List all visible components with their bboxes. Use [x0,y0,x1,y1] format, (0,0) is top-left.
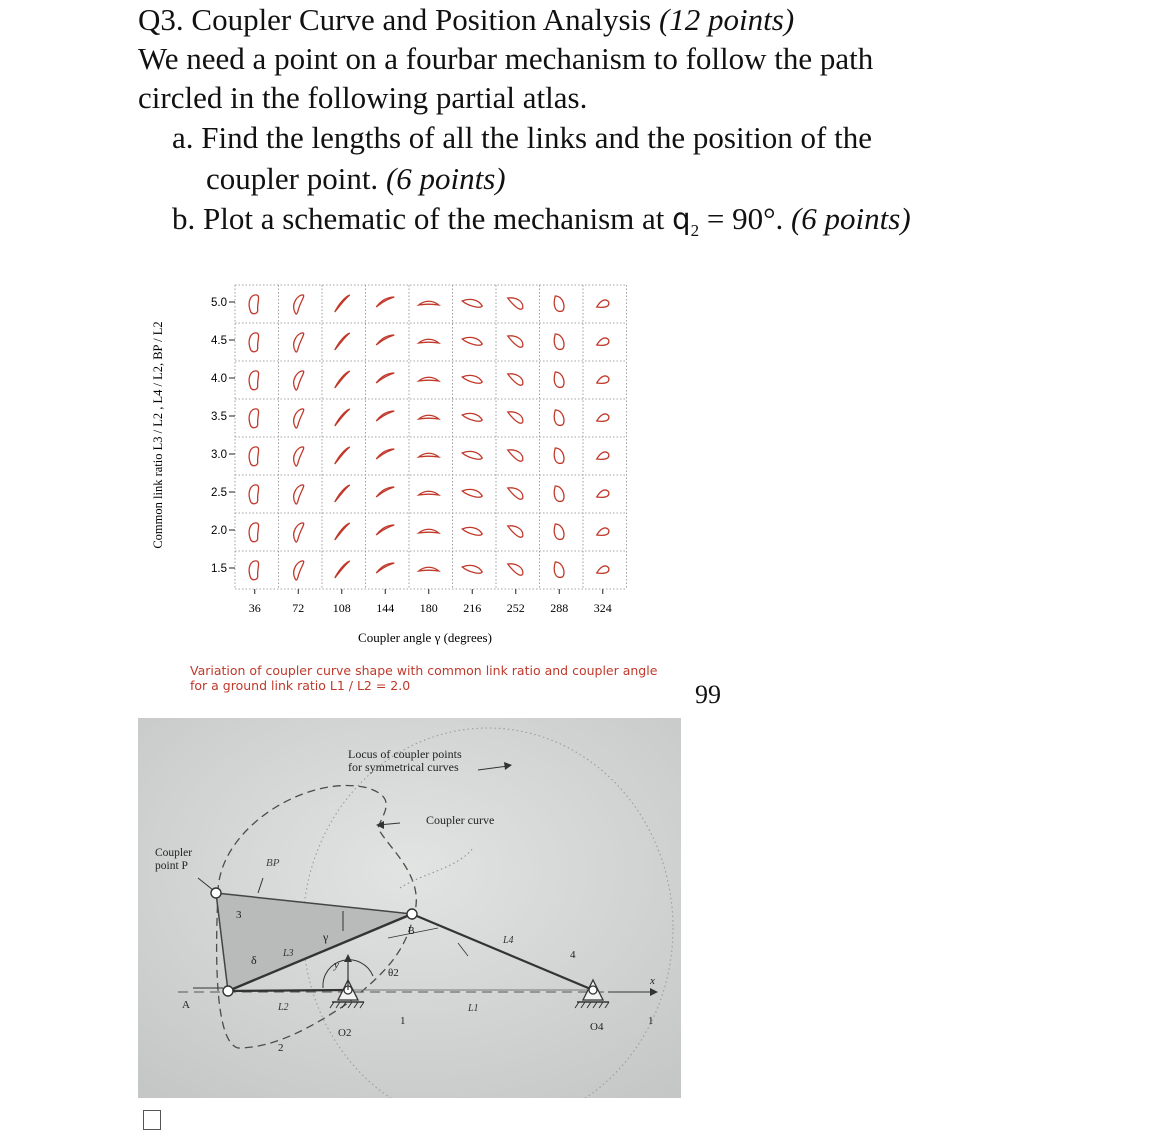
atlas-curve-glyph [462,565,482,573]
part-b-value: = 90°. [699,201,791,236]
atlas-curve-glyph [508,374,523,385]
label-1: 1 [400,1015,406,1027]
atlas-curve-glyph [462,451,482,459]
atlas-curve-glyph [508,336,523,347]
atlas-curve-glyph [376,335,394,345]
label-2: 2 [278,1042,284,1054]
atlas-curve-glyph [376,525,394,535]
part-a-line-1: a. Find the lengths of all the links and the position of the [172,120,872,155]
atlas-curve-glyph [419,567,439,571]
title-text: Q3. Coupler Curve and Position Analysis [138,2,659,37]
label-3: 3 [236,909,242,921]
atlas-curve-glyph [419,301,439,305]
atlas-curve-glyph [597,566,609,573]
atlas-curve-glyph [554,486,564,501]
part-a-line-2 [206,159,506,199]
atlas-curve-glyph [508,412,523,423]
atlas-y-ticks [211,297,235,575]
label-x: x [650,975,655,987]
question-line-3: circled in the following partial atlas. [138,80,588,115]
atlas-curve-glyph [597,376,609,383]
atlas-curve-glyph [294,523,304,542]
locus-label-line-2: for symmetrical curves [348,760,459,774]
part-a-points: (6 points) [385,161,506,196]
atlas-curve-glyph [419,491,439,495]
atlas-curves [249,295,609,580]
x-tick-label: 72 [292,601,305,615]
atlas-x-ticks [249,589,612,615]
atlas-curve-glyph [249,447,258,466]
link-l2 [228,990,348,991]
atlas-curve-glyph [376,411,394,421]
joint-a [223,986,233,996]
atlas-curve-glyph [597,490,609,497]
atlas-curve-glyph [419,529,439,533]
atlas-curve-glyph [335,371,350,388]
atlas-curve-glyph [597,528,609,535]
caption-line-1: Variation of coupler curve shape with common link ratio and coupler angle [190,663,658,678]
atlas-curve-glyph [508,488,523,499]
x-tick-label: 216 [463,601,482,615]
y-tick-label: 2.0 [211,525,227,537]
fourbar-mechanism-figure [138,718,681,1098]
atlas-curve-glyph [294,371,304,390]
x-tick-label: 288 [550,601,569,615]
atlas-curve-glyph [335,561,350,578]
caption-line-2: for a ground link ratio L1 / L2 = 2.0 [190,678,411,693]
label-gamma: γ [323,930,329,944]
atlas-curve-glyph [554,296,564,311]
atlas-curve-glyph [249,409,258,428]
y-tick-label: 5.0 [211,297,227,309]
y-tick-label: 3.5 [211,411,227,423]
theta-subscript: 2 [690,221,700,241]
atlas-curve-glyph [294,295,304,314]
y-tick-label: 3.0 [211,449,227,461]
locus-label-line-1: Locus of coupler points [348,747,462,761]
x-tick-label: 180 [419,601,438,615]
x-axis-label: Coupler angle γ (degrees) [358,630,492,645]
part-b-text: b. Plot a schematic of the mechanism at [172,201,673,236]
label-theta2: θ2 [388,967,399,979]
atlas-curve-glyph [554,562,564,577]
atlas-curve-glyph [376,297,394,307]
atlas-curve-glyph [249,295,258,314]
question-line-2: We need a point on a fourbar mechanism to follow the path [138,41,874,76]
atlas-curve-glyph [419,339,439,343]
answer-checkbox[interactable] [143,1110,161,1130]
x-tick-label: 252 [506,601,525,615]
label-a: A [182,999,190,1011]
atlas-curve-glyph [554,448,564,463]
x-tick-label: 144 [376,601,395,615]
x-tick-label: 324 [593,601,612,615]
question-title [138,0,794,40]
y-tick-label: 4.0 [211,373,227,385]
atlas-curve-glyph [294,561,304,580]
atlas-curve-glyph [462,527,482,535]
atlas-curve-glyph [335,333,350,350]
atlas-curve-glyph [376,563,394,573]
atlas-curve-glyph [554,334,564,349]
x-tick-label: 108 [332,601,351,615]
y-tick-label: 2.5 [211,487,227,499]
atlas-curve-glyph [249,333,258,352]
label-b: B [408,926,415,937]
theta-symbol: q [672,202,691,236]
atlas-curve-glyph [335,523,350,540]
atlas-curve-glyph [335,447,350,464]
label-l2: L2 [278,1002,289,1013]
y-tick-label: 1.5 [211,563,227,575]
coupler-point-label-2: point P [155,860,188,872]
part-b-line [172,199,911,251]
atlas-curve-glyph [462,299,482,307]
atlas-curve-glyph [419,377,439,381]
label-l4: L4 [503,935,514,946]
label-y: y [334,959,339,971]
atlas-curve-glyph [597,300,609,307]
atlas-curve-glyph [508,298,523,309]
page-number: 99 [695,680,721,709]
label-o2: O2 [338,1027,352,1039]
atlas-curve-glyph [335,295,350,312]
atlas-curve-glyph [554,372,564,387]
label-l1: L1 [468,1003,479,1014]
atlas-curve-glyph [249,371,258,390]
label-o4: O4 [590,1021,604,1033]
atlas-curve-glyph [376,449,394,459]
label-l3: L3 [283,948,294,959]
atlas-curve-glyph [249,523,258,542]
atlas-curve-glyph [335,409,350,426]
coupler-point-label-1: Coupler [155,847,193,859]
atlas-curve-glyph [597,452,609,459]
label-4: 4 [570,949,576,961]
atlas-curve-glyph [294,333,304,352]
part-b-points: (6 points) [790,201,911,236]
atlas-curve-glyph [508,450,523,461]
atlas-curve-glyph [597,338,609,345]
atlas-curve-glyph [597,414,609,421]
title-points: (12 points) [658,2,795,37]
atlas-curve-glyph [462,375,482,383]
atlas-curve-glyph [376,373,394,383]
atlas-curve-glyph [335,485,350,502]
y-axis-label: Common link ratio L3 / L2 , L4 / L2, BP / L2 [151,321,165,549]
atlas-curve-glyph [508,526,523,537]
atlas-curve-glyph [419,453,439,457]
bp-label: BP [266,857,280,869]
atlas-curve-glyph [294,447,304,466]
atlas-curve-glyph [508,564,523,575]
atlas-curve-glyph [554,524,564,539]
y-tick-label: 4.5 [211,335,227,347]
atlas-curve-glyph [462,489,482,497]
atlas-curve-glyph [249,485,258,504]
joint-b [407,909,417,919]
atlas-caption [190,663,657,693]
atlas-curve-glyph [376,487,394,497]
atlas-curve-glyph [419,415,439,419]
atlas-curve-glyph [294,409,304,428]
atlas-curve-glyph [554,410,564,425]
atlas-curve-glyph [294,485,304,504]
coupler-curve-atlas [150,280,630,650]
atlas-curve-glyph [249,561,258,580]
label-1b: 1 [648,1015,654,1027]
atlas-curve-glyph [462,413,482,421]
part-a-text: coupler point. [206,161,386,196]
atlas-grid [235,285,627,589]
x-tick-label: 36 [248,601,261,615]
coupler-curve-label: Coupler curve [426,813,495,827]
atlas-curve-glyph [462,337,482,345]
label-delta: δ [251,953,257,967]
